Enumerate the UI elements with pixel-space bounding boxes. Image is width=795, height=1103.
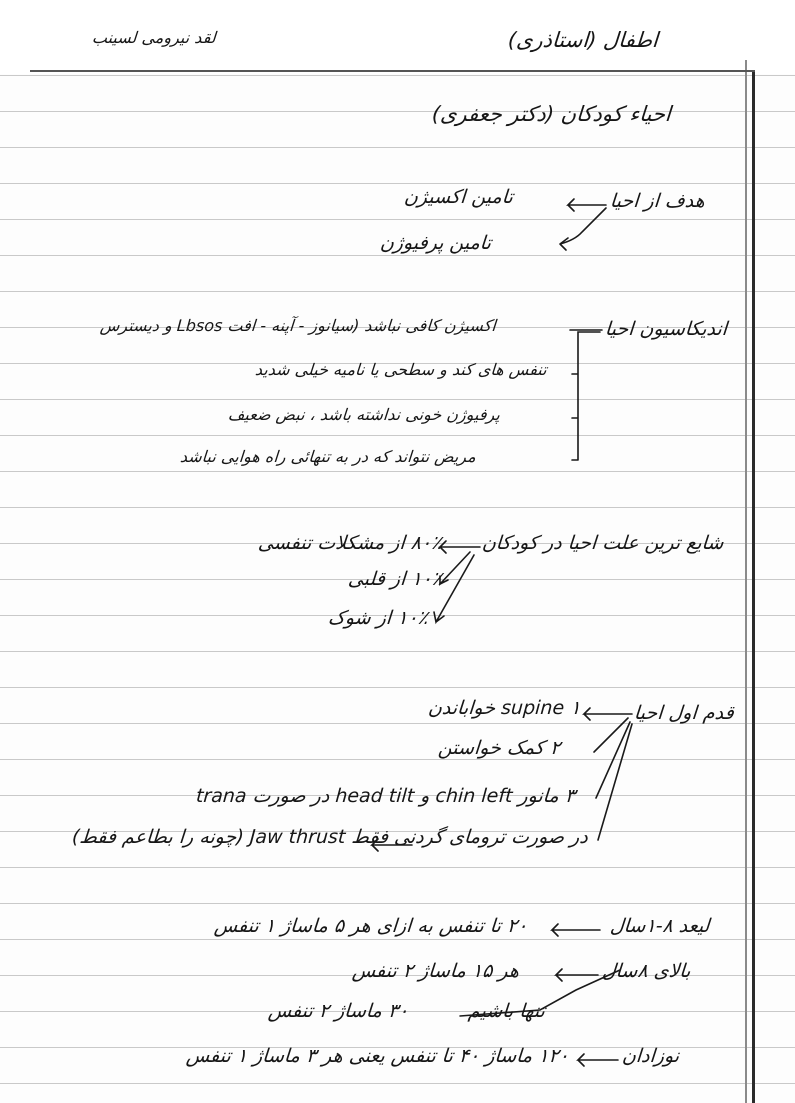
bracket-indications xyxy=(572,332,600,460)
indication-item: پرفیوژن خونی نداشته باشد ، نبض ضعیف xyxy=(227,405,501,424)
first-step-item: ۱ supine خواباندن xyxy=(427,697,582,719)
arrow-first-step-4 xyxy=(598,724,632,840)
indication-item: مریض نتواند که در به تنهائی راه هوایی نباشد xyxy=(179,447,477,466)
arrow-first-step xyxy=(584,708,632,720)
rate-age: بالای ۸سال xyxy=(601,960,692,982)
header-right-title: اطفال (استاذری) xyxy=(507,28,659,52)
causes-label: شایع ترین علت احیا در کودکان xyxy=(481,532,725,554)
goal-item: تامین اکسیژن xyxy=(403,186,514,208)
goal-item: تامین پرفیوژن xyxy=(379,232,492,254)
arrow-causes-2 xyxy=(440,552,470,584)
indication-item: اکسیژن کافی نباشد (سیانوز - آپنه - افت Lbsos و دیسترس xyxy=(99,316,497,335)
arrow-rate-1 xyxy=(552,924,600,936)
indications-label: اندیکاسیون احیا xyxy=(604,318,728,340)
top-rule xyxy=(30,70,755,72)
arrow-causes xyxy=(440,541,480,553)
cause-item: ۸۰٪ از مشکلات تنفسی xyxy=(257,532,443,554)
first-step-item: ۲ کمک خواستن xyxy=(437,737,562,759)
first-step-label: قدم اول احیا xyxy=(633,702,735,724)
cause-item: ۱۰٪ از قلبی xyxy=(347,568,443,590)
goal-label: هدف از احیا xyxy=(609,190,706,212)
rate-value: هر ۱۵ ماساژ ۲ تنفس xyxy=(351,960,520,982)
arrow-rate-2 xyxy=(556,969,598,981)
header-left-note: لقد نیرومی لسینب xyxy=(91,28,217,47)
rate-value: ۳۰ ماساژ ۲ تنفس xyxy=(267,1000,410,1022)
rate-age: لیعد ۸-۱سال xyxy=(609,915,711,937)
arrow-first-step-3 xyxy=(596,722,630,798)
page-heading: احیاء کودکان (دکتر جعفری) xyxy=(431,102,672,126)
rate-value: ۱۲۰ ماساژ ۴۰ تا تنفس یعنی هر ۳ ماساژ ۱ تنفس xyxy=(185,1045,570,1067)
margin-line-inner xyxy=(745,60,747,1103)
arrow-rate-4 xyxy=(578,1054,618,1066)
margin-line xyxy=(752,70,755,1103)
arrow-goal-2 xyxy=(560,208,606,250)
rate-value: ۲۰ تا تنفس به ازای هر ۵ ماساژ ۱ تنفس xyxy=(213,915,529,937)
arrow-first-step-2 xyxy=(594,718,628,752)
first-step-item: ۳ مانور chin left و head tilt در صورت trana xyxy=(195,785,576,807)
first-step-item: در صورت ترومای گردنی فقط Jaw thrust (چونه را بطاعم فقط) xyxy=(71,826,589,848)
rate-age: نوزادان xyxy=(621,1045,681,1067)
arrow-goal-1 xyxy=(568,199,606,211)
indication-item: تنفس های کند و سطحی یا نامیه خیلی شدید xyxy=(254,360,548,379)
cause-item: ۱۰٪ از شوک xyxy=(327,607,429,629)
rate-age: تنها باشیم xyxy=(467,1000,546,1022)
